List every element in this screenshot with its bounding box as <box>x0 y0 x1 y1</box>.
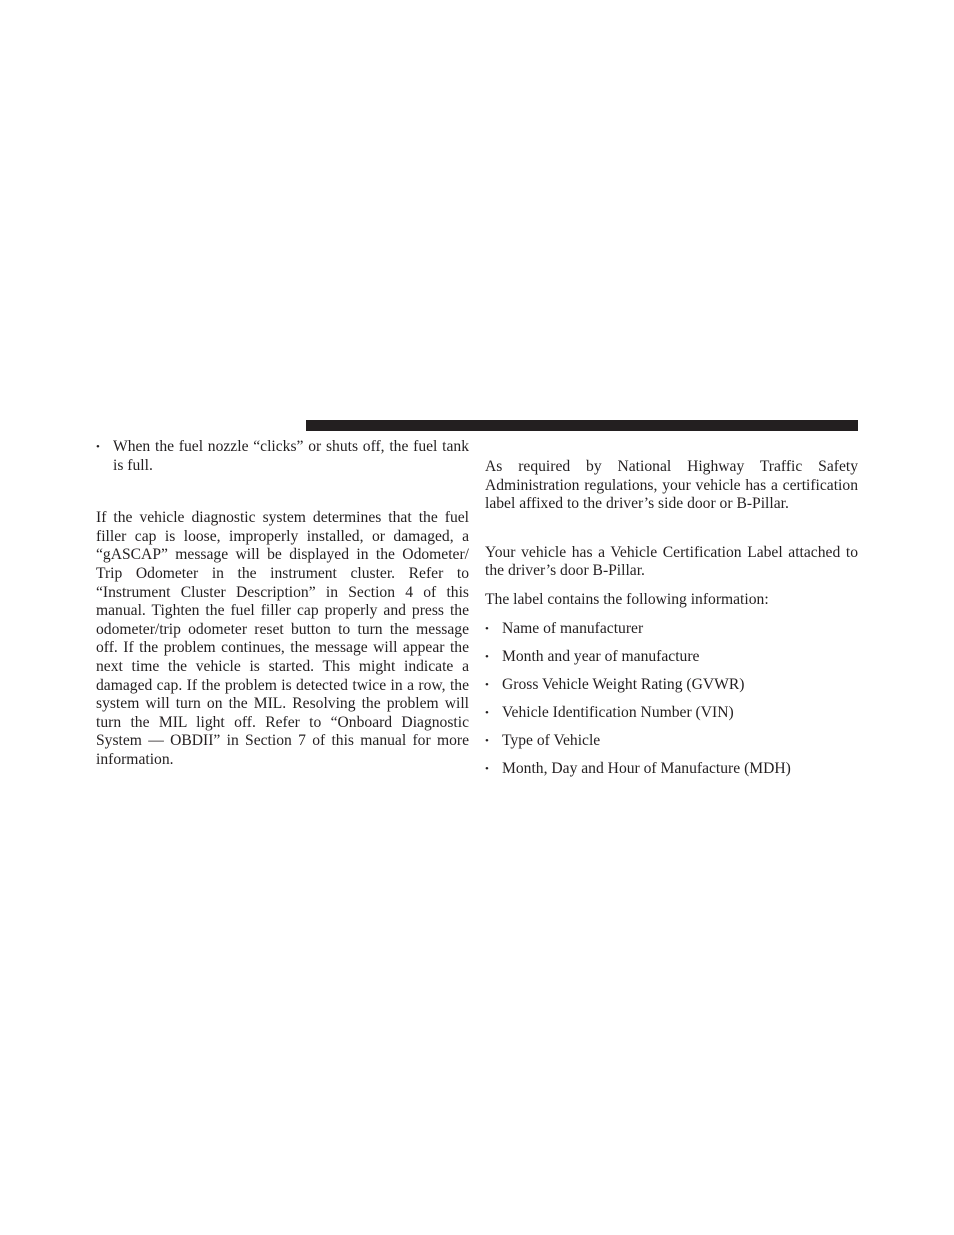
list-item: • Name of manufacturer <box>485 619 644 637</box>
fuel-nozzle-bullet <box>96 438 469 475</box>
bullet-icon: • <box>96 441 100 453</box>
list-item: • Month and year of manufacture <box>485 647 700 665</box>
bullet-icon: • <box>485 650 489 663</box>
nhtsa-paragraph: As required by National Highway Traffic Safety Administration regulations, your vehicle has a certification label affixed to the driver’s side door or B-Pillar. <box>485 458 858 513</box>
list-item: • Vehicle Identification Number (VIN) <box>485 703 734 721</box>
bullet-icon: • <box>485 706 489 719</box>
right-column <box>485 458 858 788</box>
label-contents-intro: The label contains the following information: <box>485 590 769 608</box>
list-item: • Gross Vehicle Weight Rating (GVWR) <box>485 675 745 693</box>
bullet-icon: • <box>485 762 489 775</box>
bullet-icon: • <box>485 678 489 691</box>
gascap-paragraph: If the vehicle diagnostic system determines that the fuel filler cap is loose, improperly installed, or damaged, a “gASCAP” message will be displayed in the Odometer/ Trip Odometer in the instrument cluster. Refer to “Instrument Cluster Description” in Section 4 of this manual. Tighten the fuel filler cap properly and press the odometer/trip odometer reset button to turn the message off. If the problem continues, the message will appear the next time the vehicle is started. This might indicate a damaged cap. If the problem is detected twice in a row, the system will turn on the MIL. Resolving the problem will turn the MIL light off. Refer to “Onboard Diagnostic System — OBDII” in Section 7 of this manual for more information. <box>96 509 469 768</box>
label-information-list <box>485 620 858 788</box>
header-rule <box>306 420 858 431</box>
bullet-icon: • <box>485 734 489 747</box>
bullet-text: When the fuel nozzle “clicks” or shuts off, the fuel tank is full. <box>113 438 469 474</box>
list-item: • Month, Day and Hour of Manufacture (MDH) <box>485 759 791 777</box>
left-column <box>96 438 469 770</box>
bullet-icon: • <box>485 622 489 635</box>
list-item: • Type of Vehicle <box>485 731 601 749</box>
certification-label-paragraph: Your vehicle has a Vehicle Certification Label attached to the driver’s door B-Pillar. <box>485 543 858 580</box>
